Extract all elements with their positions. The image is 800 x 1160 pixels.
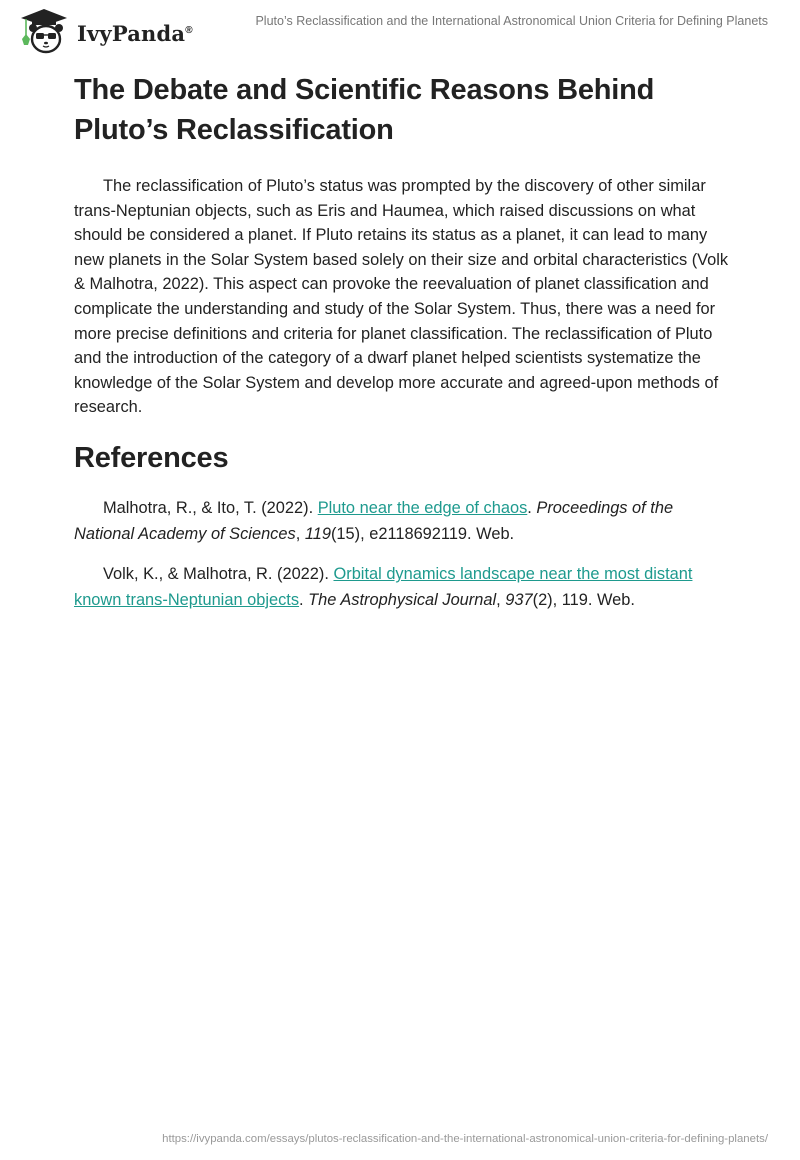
brand-name: IvyPanda® (77, 20, 193, 46)
page-header (0, 0, 800, 60)
reference-journal: The Astrophysical Journal (308, 590, 497, 609)
reference-item (74, 562, 734, 613)
punctuation: , (496, 590, 506, 609)
punctuation: . (527, 498, 537, 517)
reference-journal: Proceedings of the National Academy of Sciences (74, 498, 674, 543)
body-paragraph: The reclassification of Pluto’s status was prompted by the discovery of other similar trans-Neptunian objects, such as Eris and Haumea, which raised discussions on what should be considered a planet. If Pluto retains its status as a planet, it can lead to many new planets in the Solar System based solely on their size and orbital characteristics (Volk & Malhotra, 2022). This aspect can provoke the reevaluation of planet classification and complicate the understanding and study of the Solar System. Thus, there was a need for more precise definitions and criteria for planet classification. The reclassification of Pluto and the introduction of the category of a dwarf planet helped scientists systematize the knowledge of the Solar System and develop more accurate and agreed-upon methods of research. (74, 177, 729, 417)
reference-issue-pages: (2), 119. Web. (532, 590, 635, 609)
footer-url[interactable]: https://ivypanda.com/essays/plutos-reclassification-and-the-international-astronomical-union-criteria-for-defining-planets/ (162, 1133, 768, 1145)
reference-link[interactable]: Pluto near the edge of chaos (317, 498, 528, 517)
punctuation: . (299, 590, 309, 609)
reference-volume: 119 (304, 524, 331, 543)
reference-authors: Volk, K., & Malhotra, R. (2022). (103, 565, 334, 584)
reference-issue-pages: (15), e2118692119. Web. (330, 524, 515, 543)
ivypanda-logo[interactable] (18, 7, 193, 55)
panda-graduate-icon (18, 7, 70, 55)
reference-item (74, 496, 734, 547)
document-title: Pluto’s Reclassification and the International Astronomical Union Criteria for Defining Planets (255, 14, 768, 28)
references-heading: References (74, 441, 229, 474)
reference-link[interactable]: Orbital dynamics landscape near the most distant known trans-Neptunian objects (74, 565, 693, 609)
main-content (74, 70, 734, 628)
reference-volume: 937 (505, 590, 533, 609)
reference-authors: Malhotra, R., & Ito, T. (2022). (103, 498, 318, 517)
punctuation: , (295, 524, 305, 543)
section-heading: The Debate and Scientific Reasons Behind Pluto’s Reclassification (74, 74, 655, 146)
